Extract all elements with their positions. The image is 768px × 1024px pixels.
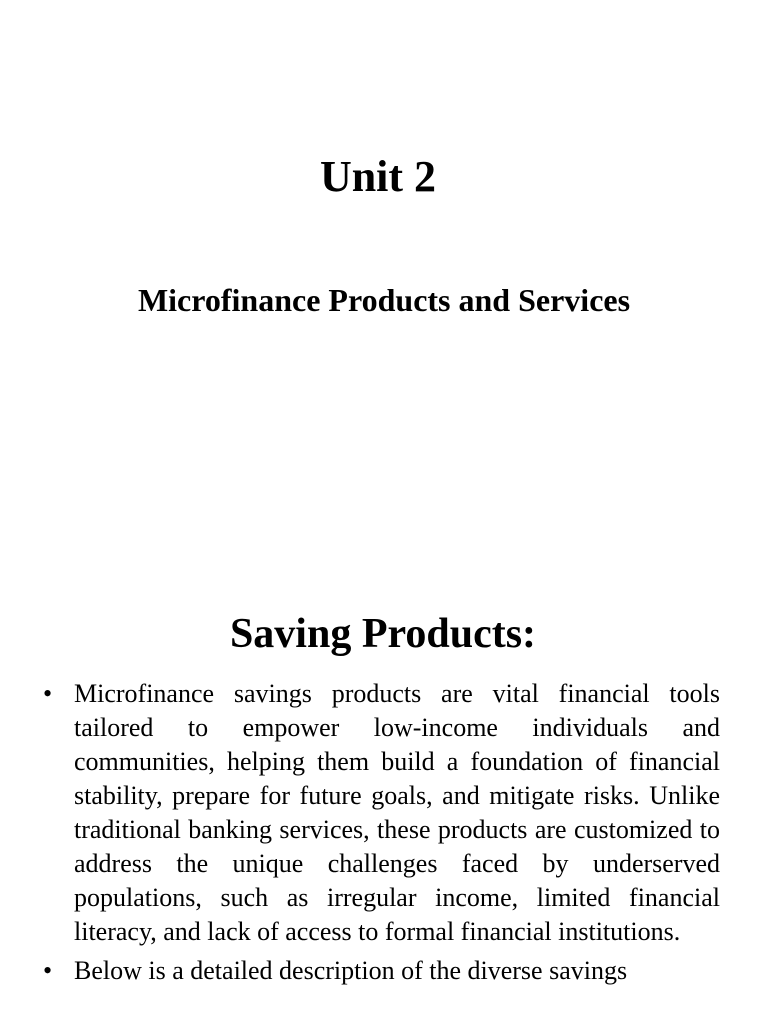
bullet-item: [0, 954, 720, 988]
unit-title: Unit 2: [319, 152, 437, 201]
unit-subtitle: Microfinance Products and Services: [137, 282, 631, 318]
bullet-list: [0, 677, 768, 993]
bullet-icon: •: [43, 956, 53, 985]
bullet-text: Microfinance savings products are vital financial tools tailored to empower low-income individuals and communities, helping them build a foundation of financial stability, prepare for future goals, and mitigate risks. Unlike traditional banking services, these products are customized to address the unique challenges faced by underserved populations, such as irregular income, limited financial literacy, and lack of access to formal financial institutions.: [74, 679, 720, 946]
bullet-icon: •: [43, 679, 53, 708]
bullet-item: [0, 677, 720, 949]
section-heading: Saving Products:: [229, 611, 537, 657]
saving-products-slide: [0, 600, 768, 1024]
bullet-text: Below is a detailed description of the diverse savings: [74, 956, 628, 985]
